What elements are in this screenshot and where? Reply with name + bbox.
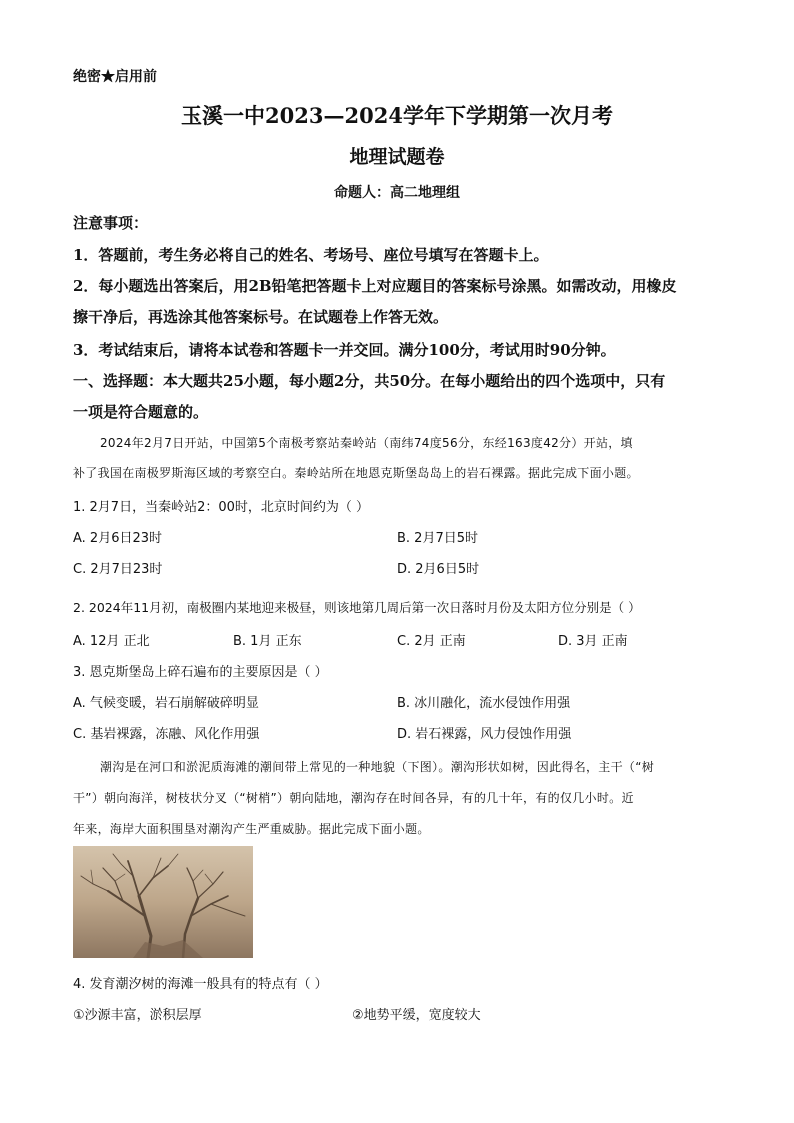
passage-1-line: 补了我国在南极罗斯海区域的考察空白。秦岭站所在地恩克斯堡岛岛上的岩石裸露。据此完成下面小题。 [73, 466, 639, 480]
question-3-option-d: D. 岩石裸露，风力侵蚀作用强 [397, 727, 572, 742]
notice-heading: 注意事项： [73, 214, 149, 232]
question-4-stem: 4. 发育潮汐树的海滩一般具有的特点有（ ） [73, 977, 328, 992]
confidential-label: 绝密★启用前 [73, 69, 157, 85]
section-heading: 一、选择题：本大题共25小题，每小题2分，共50分。在每小题给出的四个选项中，只有 [73, 372, 666, 390]
tidal-creek-photo [73, 846, 253, 958]
section-heading-cont: 一项是符合题意的。 [73, 403, 209, 421]
question-1-option-d: D. 2月6日5时 [397, 562, 480, 577]
passage-2-line: 年来，海岸大面积围垦对潮沟产生严重威胁。据此完成下面小题。 [73, 822, 430, 836]
question-1-option-b: B. 2月7日5时 [397, 531, 478, 546]
notice-item: 1．答题前，考生务必将自己的姓名、考场号、座位号填写在答题卡上。 [73, 246, 549, 264]
notice-item: 擦干净后，再选涂其他答案标号。在试题卷上作答无效。 [73, 308, 449, 326]
exam-author: 命题人：高二地理组 [334, 185, 460, 201]
question-2-stem: 2. 2024年11月初，南极圈内某地迎来极昼，则该地第几周后第一次日落时月份及太阳方位分别是（ ） [73, 600, 641, 615]
question-3-option-c: C. 基岩裸露，冻融、风化作用强 [73, 727, 260, 742]
notice-item: 3．考试结束后，请将本试卷和答题卡一并交回。满分100分，考试用时90分钟。 [73, 341, 616, 359]
question-1-option-c: C. 2月7日23时 [73, 562, 163, 577]
question-2-option-d: D. 3月 正南 [558, 634, 628, 649]
question-3-stem: 3. 恩克斯堡岛上碎石遍布的主要原因是（ ） [73, 665, 328, 680]
question-3-option-b: B. 冰川融化，流水侵蚀作用强 [397, 696, 571, 711]
exam-title: 玉溪一中2023—2024学年下学期第一次月考 [181, 103, 613, 128]
passage-2-line: 潮沟是在河口和淤泥质海滩的潮间带上常见的一种地貌（下图）。潮沟形状如树，因此得名，主干（“树 [100, 760, 655, 774]
question-1-stem: 1. 2月7日，当秦岭站2：00时，北京时间约为（ ） [73, 500, 370, 515]
passage-1-line: 2024年2月7日开站，中国第5个南极考察站秦岭站（南纬74度56分，东经163度42分）开站，填 [100, 436, 633, 450]
notice-item: 2．每小题选出答案后，用2B铅笔把答题卡上对应题目的答案标号涂黑。如需改动，用橡皮 [73, 277, 677, 295]
question-4-option-1: ①沙源丰富，淤积层厚 [73, 1008, 202, 1023]
question-2-option-a: A. 12月 正北 [73, 634, 150, 649]
question-3-option-a: A. 气候变暖，岩石崩解破碎明显 [73, 696, 259, 711]
question-4-option-2: ②地势平缓，宽度较大 [352, 1008, 481, 1023]
question-2-option-b: B. 1月 正东 [233, 634, 302, 649]
passage-2-line: 干”）朝向海洋，树枝状分叉（“树梢”）朝向陆地，潮沟存在时间各异，有的几十年，有的仅几小时。近 [73, 791, 634, 805]
exam-subtitle: 地理试题卷 [349, 146, 445, 168]
question-2-option-c: C. 2月 正南 [397, 634, 466, 649]
question-1-option-a: A. 2月6日23时 [73, 531, 163, 546]
